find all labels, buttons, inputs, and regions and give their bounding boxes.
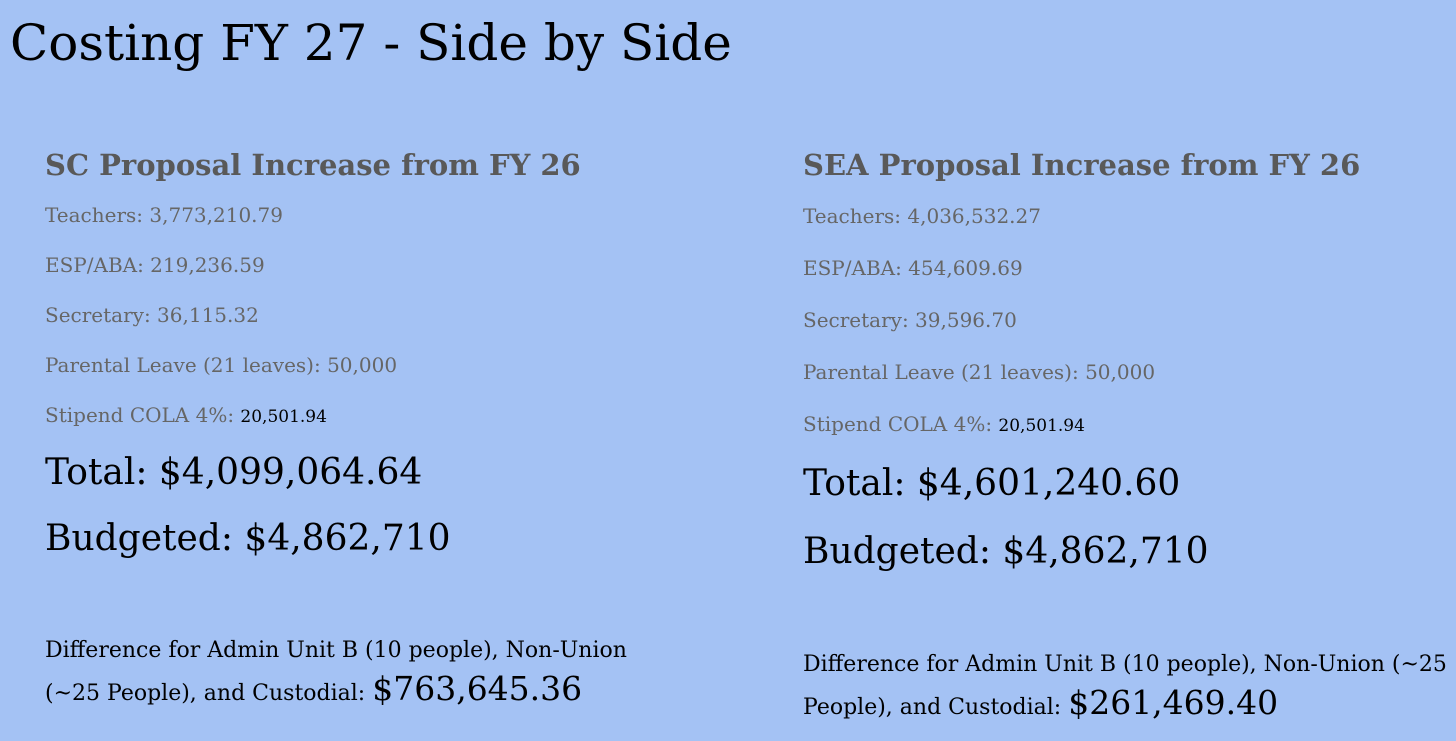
sea-difference-text: Difference for Admin Unit B (10 people), Non-Union (~25 People), and Custodial: (803, 652, 1447, 720)
sc-teachers-line: Teachers: 3,773,210.79 (45, 203, 283, 227)
sc-secretary-line: Secretary: 36,115.32 (45, 303, 259, 327)
sc-total: Total: $4,099,064.64 (45, 452, 423, 493)
sea-budgeted: Budgeted: $4,862,710 (803, 531, 1209, 572)
sc-stipend-label: Stipend COLA 4%: (45, 403, 241, 427)
sc-esp-aba-line: ESP/ABA: 219,236.59 (45, 253, 265, 277)
sc-stipend-value: 20,501.94 (240, 407, 327, 427)
sea-total: Total: $4,601,240.60 (803, 463, 1181, 504)
sc-difference-amount: $763,645.36 (372, 669, 583, 708)
sc-budgeted: Budgeted: $4,862,710 (45, 518, 451, 559)
sea-stipend-value: 20,501.94 (998, 416, 1085, 436)
sea-parental-leave-line: Parental Leave (21 leaves): 50,000 (803, 360, 1156, 384)
sea-esp-aba-line: ESP/ABA: 454,609.69 (803, 256, 1023, 280)
sc-stipend-line (45, 390, 685, 440)
sea-teachers-line: Teachers: 4,036,532.27 (803, 204, 1041, 228)
sc-difference-text: Difference for Admin Unit B (10 people), Non-Union (~25 People), and Custodial: (45, 638, 627, 706)
sc-difference (45, 632, 685, 713)
sea-difference-amount: $261,469.40 (1068, 683, 1279, 722)
sea-proposal-heading: SEA Proposal Increase from FY 26 (803, 148, 1361, 182)
sea-stipend-line (803, 398, 1443, 450)
sea-difference (803, 646, 1453, 727)
sc-parental-leave-line: Parental Leave (21 leaves): 50,000 (45, 353, 398, 377)
sea-stipend-label: Stipend COLA 4%: (803, 412, 999, 436)
sea-secretary-line: Secretary: 39,596.70 (803, 308, 1017, 332)
sc-proposal-heading: SC Proposal Increase from FY 26 (45, 148, 581, 182)
page-title: Costing FY 27 - Side by Side (10, 14, 732, 72)
sc-proposal-column (45, 140, 685, 713)
sea-proposal-column (803, 140, 1447, 727)
